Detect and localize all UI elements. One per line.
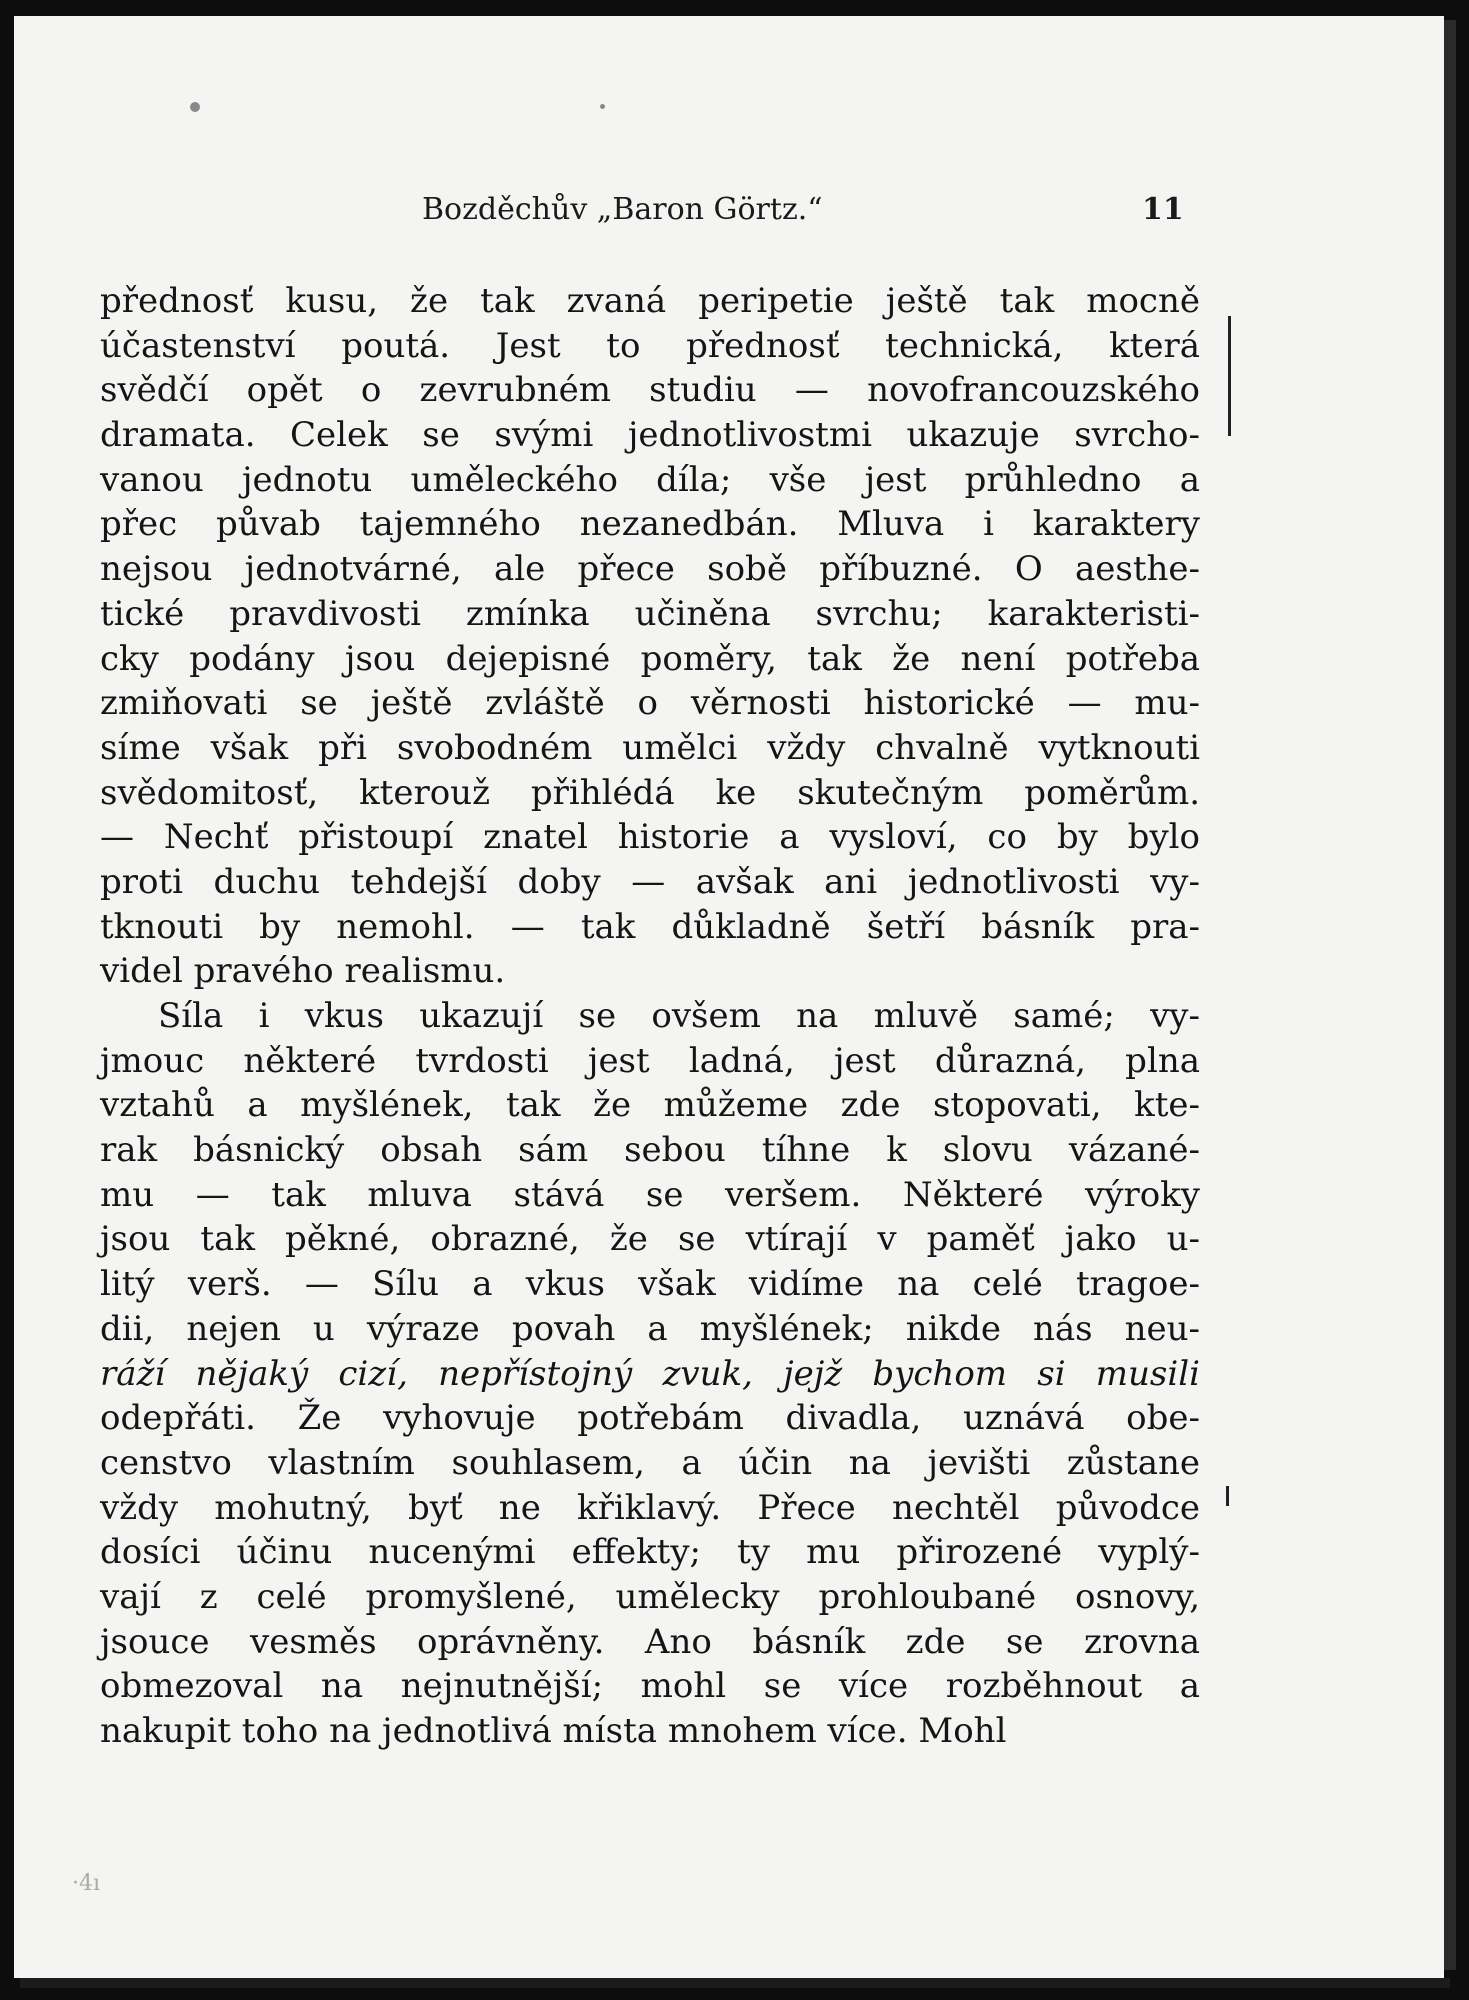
- text-line: zmiňovati se ještě zvláště o věrnosti historické — mu-: [100, 683, 1200, 724]
- text-line: rak básnický obsah sám sebou tíhne k slovu vázané-: [100, 1130, 1200, 1171]
- text-line: Síla i vkus ukazují se ovšem na mluvě samé; vy-: [158, 996, 1200, 1036]
- text-line: dii, nejen u výraze povah a myšlének; nikde nás neu-: [100, 1308, 1200, 1349]
- text-line: vanou jednotu uměleckého díla; vše jest průhledno a: [100, 459, 1200, 500]
- text-line: dramata. Celek se svými jednotlivostmi ukazuje svrcho-: [100, 415, 1200, 456]
- text-line: censtvo vlastním souhlasem, a účin na jevišti zůstane: [100, 1442, 1200, 1483]
- page-number: 11: [1142, 192, 1184, 227]
- text-line: tické pravdivosti zmínka učiněna svrchu; karakteristi-: [100, 593, 1200, 634]
- page-header: [14, 188, 1444, 238]
- text-line: mu — tak mluva stává se veršem. Některé výroky: [100, 1174, 1200, 1215]
- body-text: [100, 279, 1200, 1754]
- text-line: přec půvab tajemného nezanedbán. Mluva i karaktery: [100, 504, 1200, 545]
- text-line: proti duchu tehdejší doby — avšak ani jednotlivosti vy-: [100, 861, 1200, 902]
- text-line: jmouc některé tvrdosti jest ladná, jest důrazná, plna: [100, 1040, 1200, 1081]
- running-title: Bozděchův „Baron Görtz.“: [422, 192, 823, 227]
- text-line: nejsou jednotvárné, ale přece sobě příbuzné. O aesthe-: [100, 549, 1200, 590]
- text-line: účastenství poutá. Jest to přednosť technická, která: [100, 325, 1200, 366]
- page-speck: [600, 104, 605, 109]
- text-line: svědčí opět o zevrubném studiu — novofrancouzského: [100, 370, 1200, 411]
- text-line: vztahů a myšlének, tak že můžeme zde stopovati, kte-: [100, 1085, 1200, 1126]
- text-line: síme však při svobodném umělci vždy chvalně vytknouti: [100, 727, 1200, 768]
- text-line: ráží nějaký cizí, nepřístojný zvuk, jejž bychom si musili: [100, 1353, 1200, 1394]
- text-line: jsou tak pěkné, obrazné, že se vtírají v paměť jako u-: [100, 1219, 1200, 1260]
- text-line: vždy mohutný, byť ne křiklavý. Přece nechtěl původce: [100, 1487, 1200, 1528]
- book-page: [14, 16, 1444, 1978]
- text-line: tknouti by nemohl. — tak důkladně šetří básník pra-: [100, 906, 1200, 947]
- text-line: odepřáti. Že vyhovuje potřebám divadla, uznává obe-: [100, 1398, 1200, 1439]
- text-line: nakupit toho na jednotlivá místa mnohem více. Mohl: [100, 1711, 1007, 1751]
- text-line: videl pravého realismu.: [100, 951, 506, 992]
- margin-pencil-mark: [1226, 1486, 1229, 1506]
- page-edge-right: [1444, 20, 1456, 1970]
- text-line: svědomitosť, kterouž přihlédá ke skutečným poměrům.: [100, 772, 1200, 813]
- text-line: obmezoval na nejnutnější; mohl se více rozběhnout a: [100, 1666, 1200, 1707]
- footer-smudge: ·4ı: [72, 1871, 101, 1896]
- page-edge-bottom: [20, 1978, 1450, 1988]
- text-line: — Nechť přistoupí znatel historie a vysloví, co by bylo: [100, 817, 1200, 858]
- text-line: přednosť kusu, že tak zvaná peripetie ještě tak mocně: [100, 281, 1200, 321]
- text-line: jsouce vesměs oprávněny. Ano básník zde se zrovna: [100, 1621, 1200, 1662]
- margin-pencil-mark: [1228, 316, 1231, 436]
- text-line: litý verš. — Sílu a vkus však vidíme na celé tragoe-: [100, 1264, 1200, 1305]
- text-line: cky podány jsou dejepisné poměry, tak že není potřeba: [100, 638, 1200, 679]
- page-speck: [190, 102, 200, 112]
- text-line: dosíci účinu nucenými effekty; ty mu přirozené vyplý-: [100, 1532, 1200, 1573]
- text-line: vají z celé promyšlené, umělecky prohloubané osnovy,: [100, 1576, 1200, 1617]
